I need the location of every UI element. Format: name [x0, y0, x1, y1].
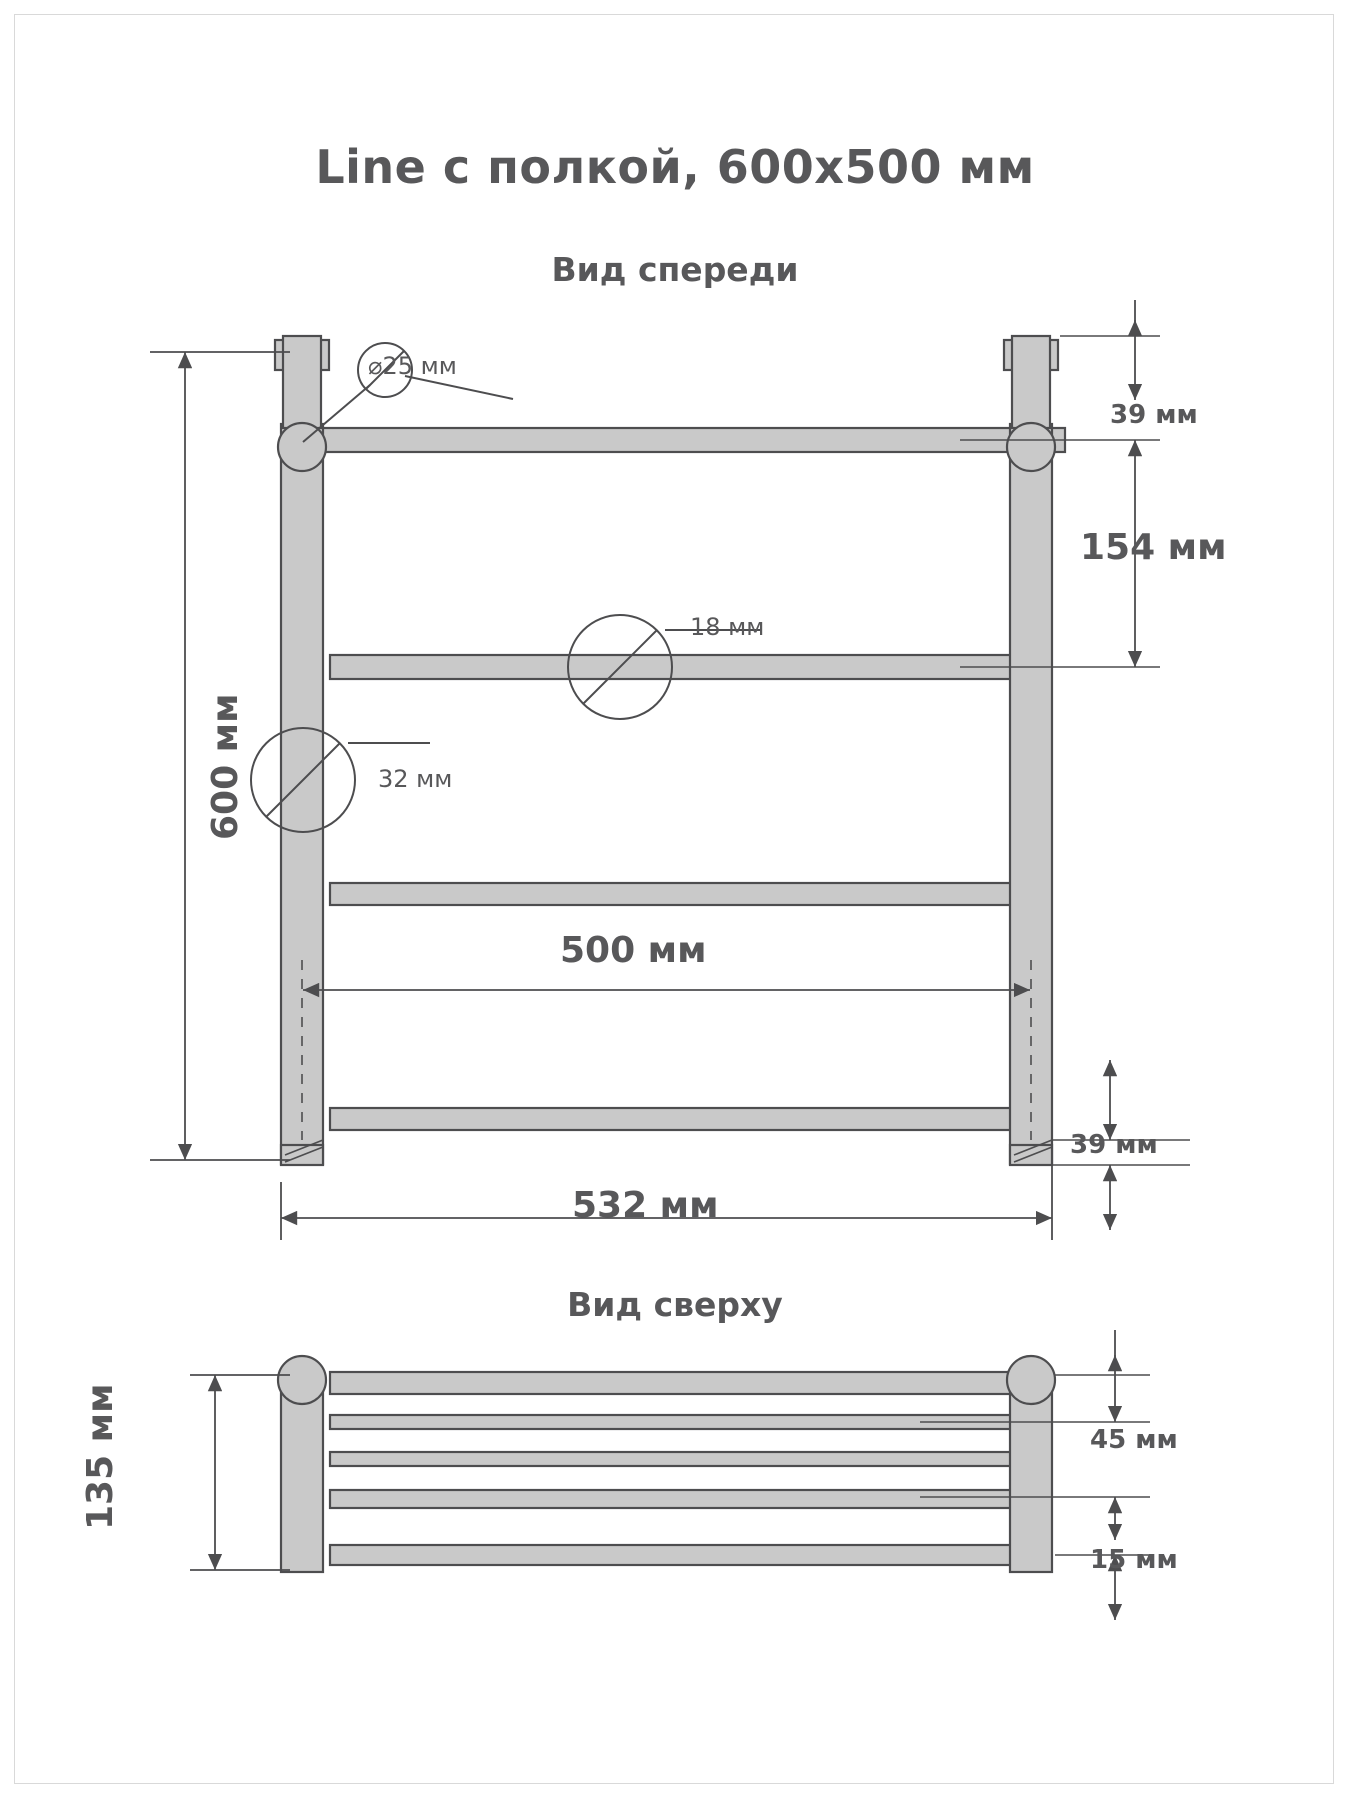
page-title: Line с полкой, 600x500 мм	[315, 140, 1035, 194]
label-rail-offset: 15 мм	[1090, 1545, 1178, 1575]
dim-depth	[190, 1375, 290, 1570]
top-view-title: Вид сверху	[567, 1285, 783, 1324]
label-total-height: 600 мм	[205, 693, 246, 840]
front-leader-lines	[960, 336, 1190, 1165]
label-bottom-offset: 39 мм	[1070, 1130, 1158, 1160]
front-view-geometry	[275, 336, 1065, 1165]
diameter-symbol: ⌀	[368, 352, 383, 380]
label-first-span: 154 мм	[1080, 527, 1227, 568]
label-depth: 135 мм	[80, 1383, 121, 1530]
label-diameter-18: 18 мм	[690, 613, 765, 641]
label-top-offset: 39 мм	[1110, 400, 1198, 430]
label-diameter-25	[368, 352, 457, 380]
label-diameter-25-value: 25 мм	[382, 352, 457, 380]
front-view-title: Вид спереди	[551, 250, 799, 289]
diameter-callouts	[251, 343, 760, 832]
label-inner-width: 500 мм	[560, 930, 707, 971]
label-shelf-offset: 45 мм	[1090, 1425, 1178, 1455]
top-view-geometry	[278, 1356, 1055, 1572]
label-outer-width: 532 мм	[572, 1185, 719, 1226]
label-diameter-32: 32 мм	[378, 765, 453, 793]
